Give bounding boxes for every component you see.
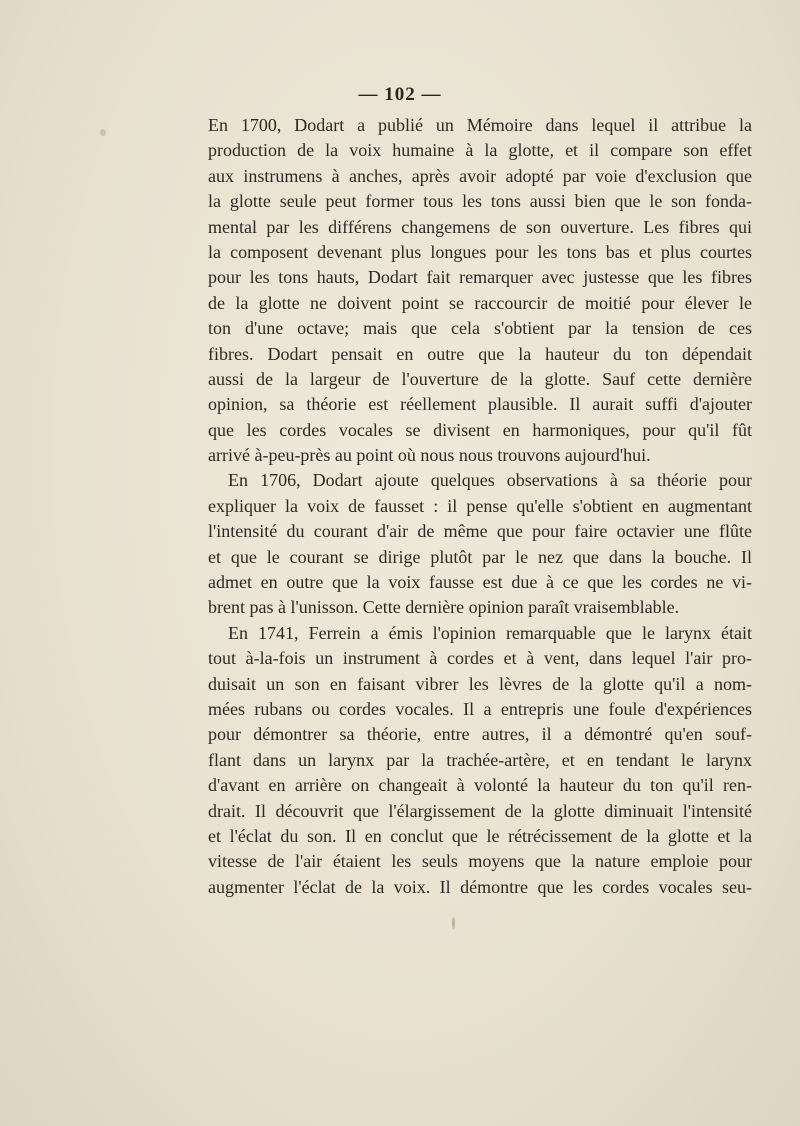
text-line: pour les tons hauts, Dodart fait remarquer avec justesse que les fibres	[208, 267, 752, 288]
text-line: la composent devenant plus longues pour les tons bas et plus courtes	[208, 241, 752, 262]
page-number: — 102 —	[358, 84, 442, 105]
text-line: admet en outre que la voix fausse est due à ce que les cordes ne vi-	[208, 572, 752, 593]
ink-spot	[452, 917, 455, 929]
text-line: tout à-la-fois un instrument à cordes et à vent, dans lequel l'air pro-	[208, 648, 752, 669]
text-line: brent pas à l'unisson. Cette dernière opinion paraît vraisemblable.	[208, 597, 680, 618]
ink-spot	[100, 129, 106, 136]
text-line: aux instrumens à anches, après avoir adopté par voie d'exclusion que	[208, 165, 752, 186]
text-line: de la glotte ne doivent point se raccourcir de moitié pour élever le	[208, 292, 752, 313]
text-line: opinion, sa théorie est réellement plausible. Il aurait suffi d'ajouter	[208, 394, 752, 415]
text-line: vitesse de l'air étaient les seuls moyens que la nature emploie pour	[208, 851, 752, 872]
text-line: mental par les différens changemens de son ouverture. Les fibres qui	[208, 216, 752, 237]
text-line: En 1700, Dodart a publié un Mémoire dans lequel il attribue la	[208, 115, 752, 135]
text-line: que les cordes vocales se divisent en harmoniques, pour qu'il fût	[208, 419, 752, 440]
text-line: drait. Il découvrit que l'élargissement de la glotte diminuait l'intensité	[208, 800, 752, 821]
text-line: expliquer la voix de fausset : il pense qu'elle s'obtient en augmentant	[208, 495, 752, 516]
text-line: En 1741, Ferrein a émis l'opinion remarquable que le larynx était	[228, 622, 752, 643]
text-line: En 1706, Dodart ajoute quelques observations à sa théorie pour	[228, 470, 752, 491]
body-text	[208, 113, 752, 900]
text-line: et l'éclat du son. Il en conclut que le rétrécissement de la glotte et la	[208, 825, 752, 846]
text-line: ton d'une octave; mais que cela s'obtient par la tension de ces	[208, 318, 752, 339]
text-line: mées rubans ou cordes vocales. Il a entrepris une foule d'expériences	[208, 698, 752, 719]
text-line: la glotte seule peut former tous les tons aussi bien que le son fonda-	[208, 191, 752, 212]
text-line: production de la voix humaine à la glotte, et il compare son effet	[208, 140, 752, 161]
text-line: l'intensité du courant d'air de même que pour faire octavier une flûte	[208, 521, 752, 542]
text-line: duisait un son en faisant vibrer les lèvres de la glotte qu'il a nom-	[208, 673, 752, 694]
text-line: arrivé à-peu-près au point où nous nous trouvons aujourd'hui.	[208, 445, 651, 466]
text-line: et que le courant se dirige plutôt par le nez que dans la bouche. Il	[208, 546, 752, 567]
text-line: augmenter l'éclat de la voix. Il démontre que les cordes vocales seu-	[208, 876, 752, 897]
text-line: aussi de la largeur de l'ouverture de la glotte. Sauf cette dernière	[208, 368, 752, 389]
text-line: flant dans un larynx par la trachée-artère, et en tendant le larynx	[208, 749, 752, 770]
text-line: d'avant en arrière on changeait à volonté la hauteur du ton qu'il ren-	[208, 775, 752, 796]
text-line: pour démontrer sa théorie, entre autres, il a démontré qu'en souf-	[208, 724, 752, 745]
text-line: fibres. Dodart pensait en outre que la hauteur du ton dépendait	[208, 343, 752, 364]
